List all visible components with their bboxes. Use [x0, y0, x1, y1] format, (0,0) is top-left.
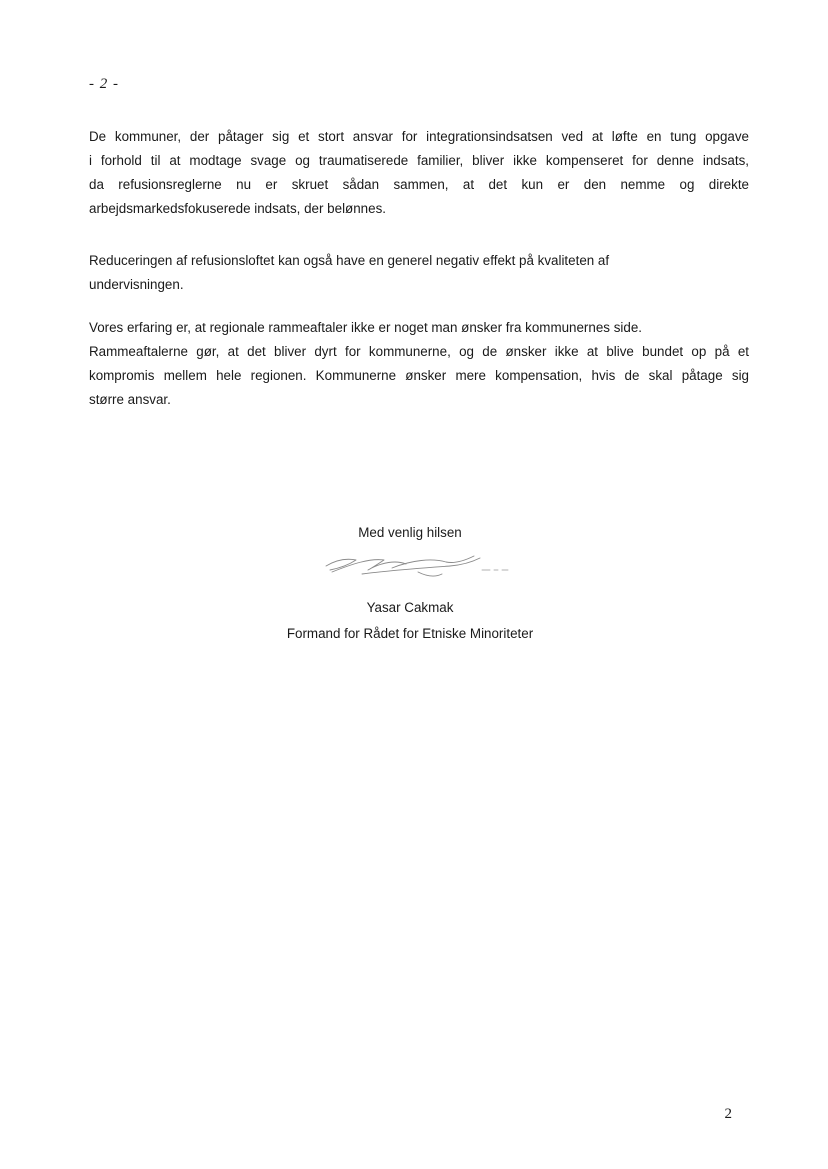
paragraph-line: undervisningen. [89, 277, 184, 292]
paragraph-line: De kommuner, der påtager sig et stort ansvar for integrationsindsatsen ved at løfte en tung opgave [89, 129, 749, 144]
paragraph-3 [89, 316, 749, 412]
paragraph-line: Reduceringen af refusionsloftet kan også have en generel negativ effekt på kvaliteten af [89, 253, 610, 268]
paragraph-line: Vores erfaring er, at regionale rammeaftaler ikke er noget man ønsker fra kommunernes side. [89, 320, 642, 335]
paragraph-line: større ansvar. [89, 392, 171, 407]
paragraph-line: arbejdsmarkedsfokuserede indsats, der belønnes. [89, 201, 386, 216]
signature-image [322, 548, 512, 582]
paragraph-line: kompromis mellem hele regionen. Kommunerne ønsker mere kompensation, hvis de skal påtage sig [89, 368, 749, 383]
page-number: 2 [724, 1106, 732, 1122]
closing-greeting: Med venlig hilsen [358, 525, 462, 540]
paragraph-line: da refusionsreglerne nu er skruet sådan sammen, at det kun er den nemme og direkte [89, 177, 749, 192]
page-marker: - 2 - [89, 76, 119, 92]
signer-title: Formand for Rådet for Etniske Minoriteter [286, 626, 534, 641]
paragraph-1 [89, 125, 749, 221]
paragraph-line: i forhold til at modtage svage og traumatiserede familier, bliver ikke kompenseret for denne indsats, [89, 153, 749, 168]
signer-name: Yasar Cakmak [366, 600, 454, 615]
paragraph-line: Rammeaftalerne gør, at det bliver dyrt for kommunerne, og de ønsker ikke at blive bundet op på et [89, 344, 749, 359]
paragraph-2 [89, 249, 749, 297]
